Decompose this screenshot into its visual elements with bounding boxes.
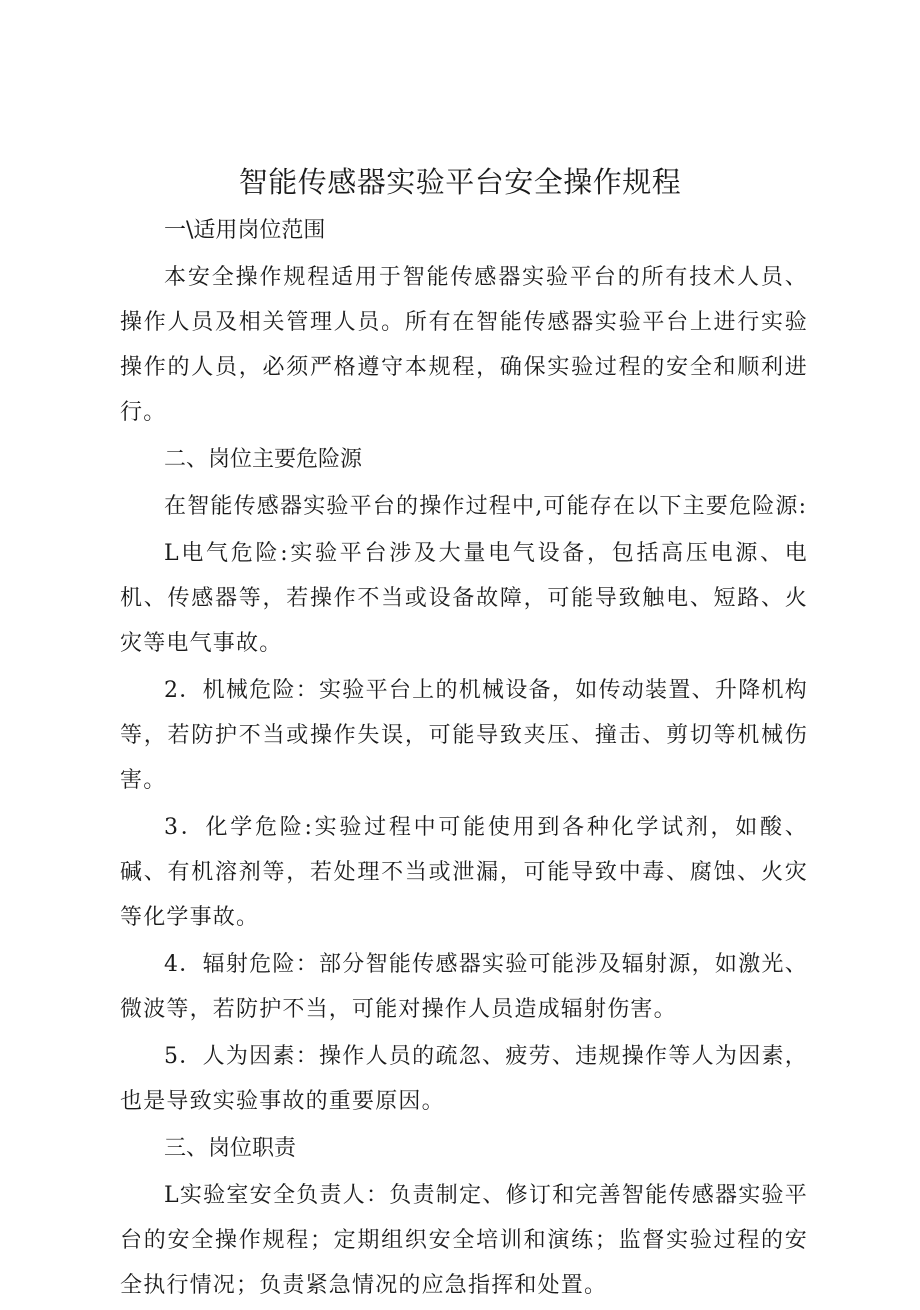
hazard-electrical-paragraph: L电气危险:实验平台涉及大量电气设备，包括高压电源、电机、传感器等，若操作不当或设备故障，可能导致触电、短路、火灾等电气事故。 bbox=[120, 541, 808, 656]
document-title: 智能传感器实验平台安全操作规程 bbox=[238, 165, 682, 199]
hazard-mechanical-paragraph: 2．机械危险：实验平台上的机械设备，如传动装置、升降机构等，若防护不当或操作失误，可能导致夹压、撞击、剪切等机械伤害。 bbox=[120, 678, 808, 793]
section-heading-hazards: 二、岗位主要危险源 bbox=[164, 447, 363, 472]
scope-paragraph: 本安全操作规程适用于智能传感器实验平台的所有技术人员、操作人员及相关管理人员。所有在智能传感器实验平台上进行实验操作的人员，必须严格遵守本规程，确保实验过程的安全和顺利进行。 bbox=[120, 265, 808, 425]
hazard-human-factor-paragraph: 5．人为因素：操作人员的疏忽、疲劳、违规操作等人为因素，也是导致实验事故的重要原因。 bbox=[120, 1044, 808, 1114]
document-body bbox=[120, 208, 808, 1310]
hazard-chemical-paragraph: 3．化学危险:实验过程中可能使用到各种化学试剂，如酸、碱、有机溶剂等，若处理不当或泄漏，可能导致中毒、腐蚀、火灾等化学事故。 bbox=[120, 815, 808, 930]
hazard-radiation-paragraph: 4．辐射危险：部分智能传感器实验可能涉及辐射源，如激光、微波等，若防护不当，可能对操作人员造成辐射伤害。 bbox=[120, 952, 808, 1022]
section-heading-scope: 一\适用岗位范围 bbox=[164, 218, 326, 243]
hazards-intro-paragraph: 在智能传感器实验平台的操作过程中,可能存在以下主要危险源: bbox=[164, 494, 808, 519]
section-heading-duties: 三、岗位职责 bbox=[164, 1136, 297, 1161]
duty-safety-officer-paragraph: L实验室安全负责人：负责制定、修订和完善智能传感器实验平台的安全操作规程；定期组织安全培训和演练；监督实验过程的安全执行情况；负责紧急情况的应急指挥和处置。 bbox=[120, 1183, 808, 1298]
